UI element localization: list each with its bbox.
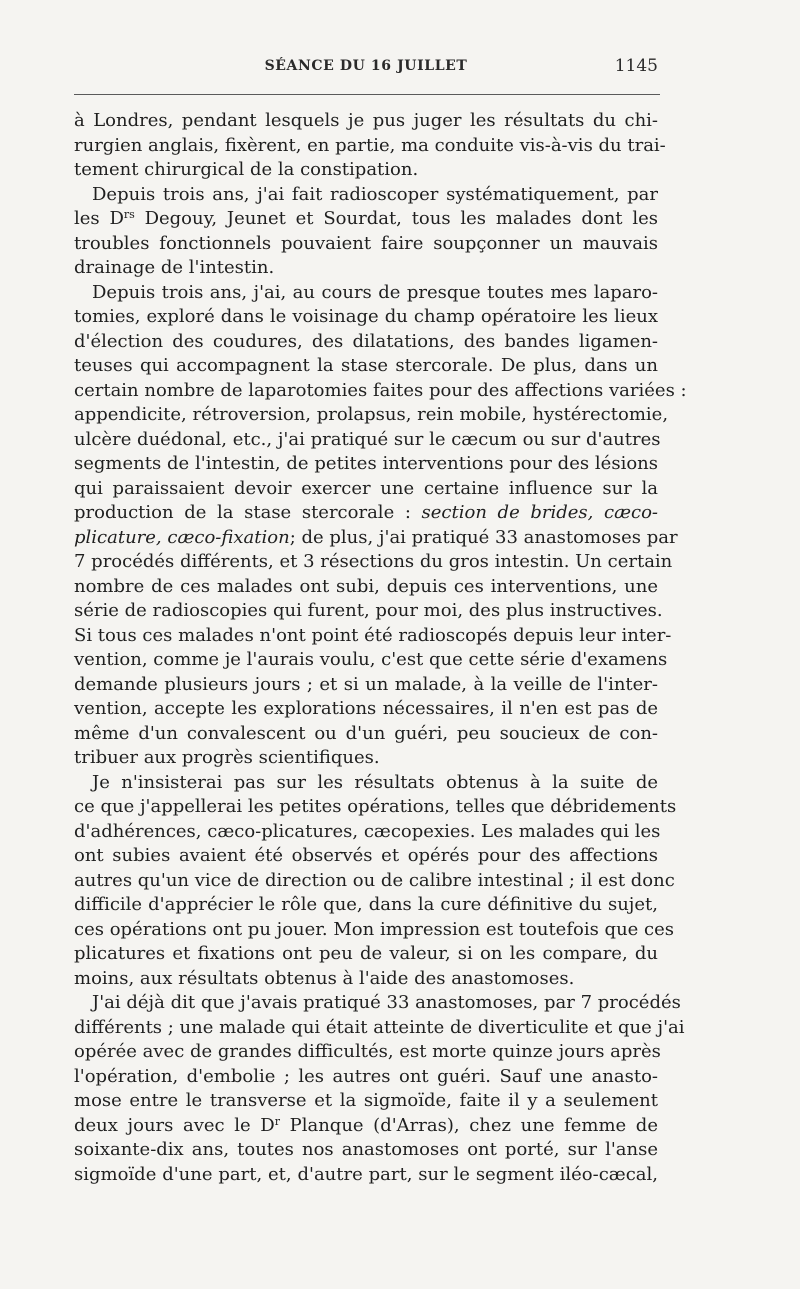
text-line: ulcère duédonal, etc., j'ai pratiqué sur le cæcum ou sur d'autres	[74, 428, 661, 450]
text-line: moins, aux résultats obtenus à l'aide des anastomoses.	[74, 967, 575, 989]
text-line: nombre de ces malades ont subi, depuis ces interventions, une	[74, 575, 658, 597]
text-line: tement chirurgical de la constipation.	[74, 159, 419, 180]
text-line: certain nombre de laparotomies faites pour des affections variées :	[74, 379, 687, 401]
running-header	[74, 58, 658, 82]
text-line: d'élection des coudures, des dilatations, des bandes ligamen-	[74, 330, 658, 352]
text-line: difficile d'apprécier le rôle que, dans la cure définitive du sujet,	[74, 894, 658, 915]
text-line	[74, 207, 658, 232]
text-line: troubles fonctionnels pouvaient faire soupçonner un mauvais	[74, 232, 658, 254]
text-line: tribuer aux progrès scientifiques.	[74, 747, 380, 768]
text-line: 7 procédés différents, et 3 résections du gros intestin. Un certain	[74, 551, 673, 572]
text-line: à Londres, pendant lesquels je pus juger les résultats du chi-	[74, 110, 658, 131]
paragraph-2	[74, 183, 658, 281]
text-line: autres qu'un vice de direction ou de calibre intestinal ; il est donc	[74, 869, 675, 891]
text-segment: les D	[74, 208, 124, 229]
text-line: différents ; une malade qui était atteinte de diverticulite et que j'ai	[74, 1016, 685, 1038]
text-segment: Degouy, Jeunet et Sourdat, tous les malades dont les	[144, 208, 658, 229]
text-segment: ; de plus, j'ai pratiqué 33 anastomoses par	[289, 526, 678, 548]
text-line: Depuis trois ans, j'ai, au cours de presque toutes mes laparo-	[92, 281, 658, 303]
text-line: tomies, exploré dans le voisinage du champ opératoire les lieux	[74, 306, 658, 327]
page-number: 1145	[614, 56, 658, 76]
text-line: demande plusieurs jours ; et si un malade, à la veille de l'inter-	[74, 673, 658, 695]
text-line: sigmoïde d'une part, et, d'autre part, sur le segment iléo-cæcal,	[74, 1163, 658, 1185]
text-line: vention, accepte les explorations nécessaires, il n'en est pas de	[74, 698, 658, 719]
text-line: drainage de l'intestin.	[74, 257, 275, 278]
text-line	[74, 1114, 658, 1139]
text-line: Si tous ces malades n'ont point été radioscopés depuis leur inter-	[74, 624, 672, 646]
paragraph-3	[74, 281, 687, 771]
text-line	[74, 501, 658, 526]
text-line	[74, 526, 678, 551]
text-segment: production de la stase stercorale :	[74, 502, 411, 523]
italic-text: plicature, cæco-fixation	[74, 526, 290, 548]
text-line: vention, comme je l'aurais voulu, c'est que cette série d'examens	[74, 649, 668, 670]
text-segment: Planque (d'Arras), chez une femme de	[289, 1114, 658, 1136]
text-line: qui paraissaient devoir exercer une certaine influence sur la	[74, 477, 658, 499]
text-line: ces opérations ont pu jouer. Mon impression est toutefois que ces	[74, 918, 675, 940]
paragraph-5	[74, 991, 685, 1187]
text-line: segments de l'intestin, de petites interventions pour des lésions	[74, 453, 658, 474]
text-line: même d'un convalescent ou d'un guéri, peu soucieux de con-	[74, 722, 658, 744]
text-line: plicatures et fixations ont peu de valeur, si on les compare, du	[74, 943, 658, 964]
text-line: opérée avec de grandes difficultés, est morte quinze jours après	[74, 1041, 661, 1062]
text-line: d'adhérences, cæco-plicatures, cæcopexies. Les malades qui les	[74, 820, 661, 842]
text-line: ce que j'appellerai les petites opérations, telles que débridements	[74, 796, 677, 817]
text-line: soixante-dix ans, toutes nos anastomoses ont porté, sur l'anse	[74, 1139, 658, 1160]
text-line: Depuis trois ans, j'ai fait radioscoper systématiquement, par	[92, 183, 658, 205]
text-line: série de radioscopies qui furent, pour moi, des plus instructives.	[74, 600, 663, 621]
text-line: Je n'insisterai pas sur les résultats obtenus à la suite de	[92, 771, 658, 793]
text-line: J'ai déjà dit que j'avais pratiqué 33 anastomoses, par 7 procédés	[92, 992, 681, 1013]
text-segment: deux jours avec le D	[74, 1114, 275, 1136]
text-line: l'opération, d'embolie ; les autres ont guéri. Sauf une anasto-	[74, 1065, 658, 1087]
text-line: appendicite, rétroversion, prolapsus, rein mobile, hystérectomie,	[74, 404, 669, 425]
text-line: ont subies avaient été observés et opérés pour des affections	[74, 845, 658, 866]
paragraph-4	[74, 771, 677, 992]
italic-text: section de brides, cæco-	[421, 502, 658, 523]
superscript: r	[274, 1114, 280, 1128]
text-line: rurgien anglais, fixèrent, en partie, ma conduite vis-à-vis du trai-	[74, 134, 666, 156]
body-text	[74, 109, 687, 1187]
header-rule	[74, 94, 660, 95]
paragraph-1	[74, 109, 666, 183]
text-line: mose entre le transverse et la sigmoïde, faite il y a seulement	[74, 1090, 658, 1111]
superscript: rs	[123, 208, 135, 221]
running-title: SÉANCE DU 16 JUILLET	[264, 58, 468, 74]
text-line: teuses qui accompagnent la stase stercorale. De plus, dans un	[74, 355, 658, 376]
